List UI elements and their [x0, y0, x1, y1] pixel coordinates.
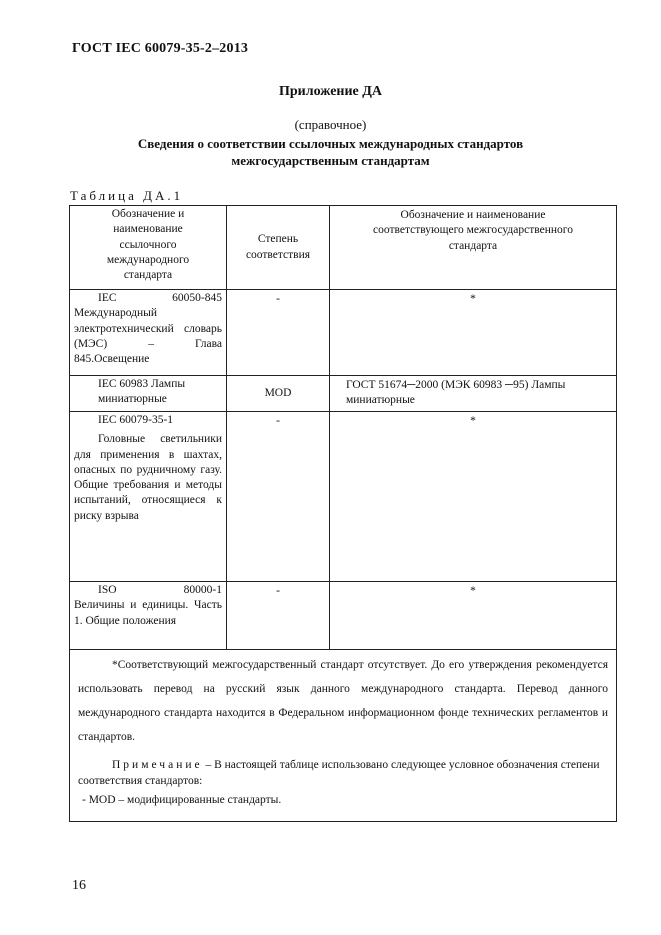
reference-note: (справочное): [294, 117, 367, 132]
row4-interstate-standard: *: [330, 582, 617, 650]
row4-degree: -: [227, 582, 330, 650]
document-title: [0, 135, 661, 169]
table-row: [70, 582, 617, 650]
note-text: – В настоящей таблице использовано следующее условное обозначения степени соответствия стандартов:: [78, 759, 600, 787]
row3-title: Головные светильники для применения в шахтах, опасных по рудничному газу. Общие требования и методы испытаний, относящиеся к риску взрыва: [74, 433, 222, 522]
row4-code-number: 80000-1: [183, 584, 222, 596]
table-footnote: [70, 650, 617, 822]
row1-title: Международный электротехнический словарь (МЭС) – Глава 845.Освещение: [74, 307, 222, 366]
standards-table: [69, 205, 617, 822]
row2-interstate-standard: ГОСТ 51674─2000 (МЭК 60983 ─95) Лампы миниатюрные: [330, 376, 617, 412]
row2-international-standard: [70, 376, 227, 412]
row3-degree: -: [227, 412, 330, 582]
column-header-degree: [227, 206, 330, 290]
row1-code-number: 60050-845: [172, 292, 222, 304]
table-header-row: [70, 206, 617, 290]
table-row: [70, 412, 617, 582]
row4-code-prefix: ISO: [98, 584, 117, 596]
footnote-text: *Соответствующий межгосударственный стандарт отсутствует. До его утверждения рекомендуется использовать перевод на русский язык данного международного стандарта. Перевод данного международного стандарта находится в Федеральном информационном фонде технических регламентов и стандартов.: [78, 659, 608, 743]
column-header-interstate-standard: Обозначение и наименование соответствующего межгосударственного стандарта: [330, 206, 617, 290]
row4-title: Величины и единицы. Часть 1. Общие положения: [74, 599, 222, 627]
table-row: [70, 290, 617, 376]
table-footnote-row: [70, 650, 617, 822]
row1-international-standard: [70, 290, 227, 376]
table-caption: Таблица ДА.1: [70, 188, 184, 203]
document-header: ГОСТ IEC 60079-35-2–2013: [72, 41, 249, 56]
row1-interstate-standard: *: [330, 290, 617, 376]
note: [78, 757, 608, 789]
row1-code-prefix: IEC: [98, 292, 117, 304]
row1-degree: -: [227, 290, 330, 376]
document-title-line2: межгосударственным стандартам: [231, 153, 430, 168]
row3-international-standard: [70, 412, 227, 582]
column-header-degree-label: Степень соответствия: [245, 233, 311, 261]
table-row: [70, 376, 617, 412]
appendix-title: Приложение ДА: [278, 84, 383, 99]
column-header-international-standard: Обозначение и наименование ссылочного международного стандарта: [70, 206, 227, 290]
row3-code: IEC 60079-35-1: [98, 414, 174, 426]
row3-interstate-standard: *: [330, 412, 617, 582]
row2-degree: MOD: [227, 376, 330, 412]
note-label: Примечание: [112, 759, 203, 771]
document-title-line1: Сведения о соответствии ссылочных международных стандартов: [137, 136, 524, 151]
row4-international-standard: [70, 582, 227, 650]
row2-title: IEC 60983 Лампы миниатюрные: [98, 378, 186, 406]
note-item: - MOD – модифицированные стандарты.: [82, 794, 282, 806]
page-number: 16: [72, 878, 86, 893]
